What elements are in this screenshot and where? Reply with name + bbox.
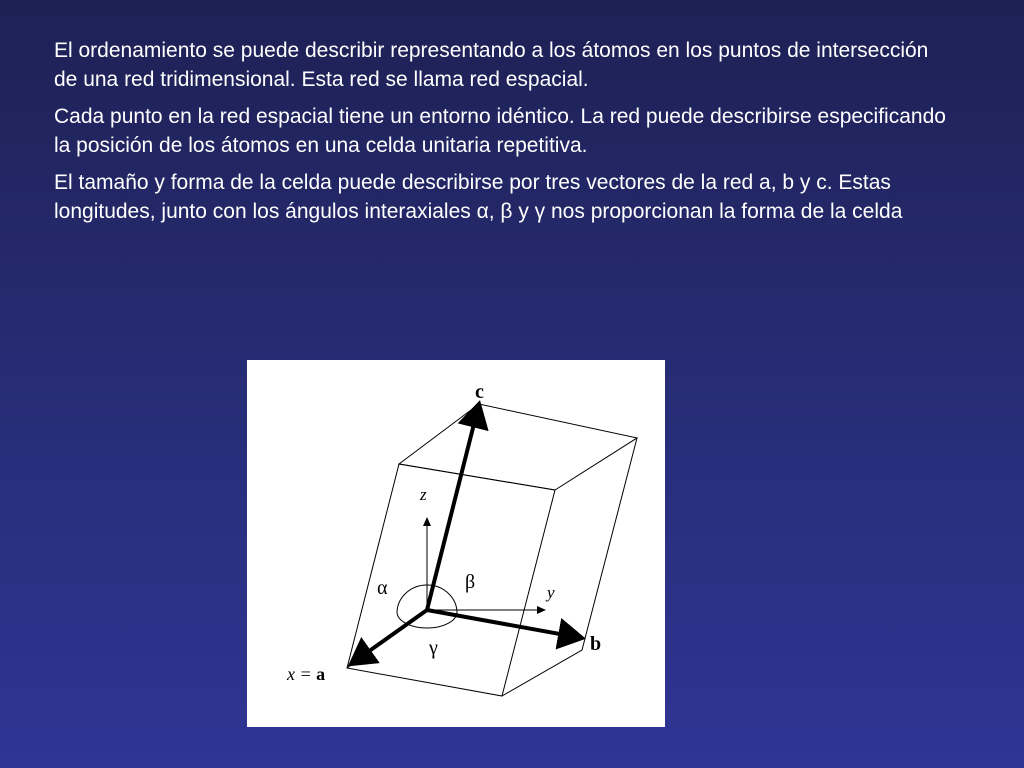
paragraph-lattice: El ordenamiento se puede describir representando a los átomos en los puntos de intersección de una red tridimensional. Esta red se llama red espacial.	[54, 39, 929, 91]
label-b: b	[590, 633, 602, 655]
unit-cell-svg	[247, 360, 665, 727]
arc-right	[449, 594, 457, 612]
cell-back-edges	[502, 438, 637, 696]
label-x-equals-a	[286, 664, 325, 684]
vector-a	[351, 610, 427, 664]
cell-top-face	[399, 404, 637, 490]
paragraph-vectors-angles: El tamaño y forma de la celda puede describirse por tres vectores de la red a, b y c. Estas longitudes, junto con los ángulos interaxiales α, β y γ nos proporcionan la forma de la celda	[54, 171, 903, 223]
label-beta: β	[465, 571, 476, 593]
paragraph-unit-cell: Cada punto en la red espacial tiene un entorno idéntico. La red puede describirse especificando la posición de los átomos en una celda unitaria repetitiva.	[54, 105, 946, 157]
label-x-prefix: x =	[287, 664, 317, 684]
label-a: a	[316, 664, 326, 684]
vector-b	[427, 610, 582, 638]
slide-text	[54, 36, 954, 234]
label-y: y	[547, 583, 555, 602]
label-alpha: α	[377, 577, 388, 599]
unit-cell-diagram	[247, 360, 665, 727]
label-c: c	[475, 381, 484, 403]
arc-left	[397, 594, 405, 612]
label-z: z	[420, 485, 427, 504]
label-gamma: γ	[429, 637, 438, 659]
